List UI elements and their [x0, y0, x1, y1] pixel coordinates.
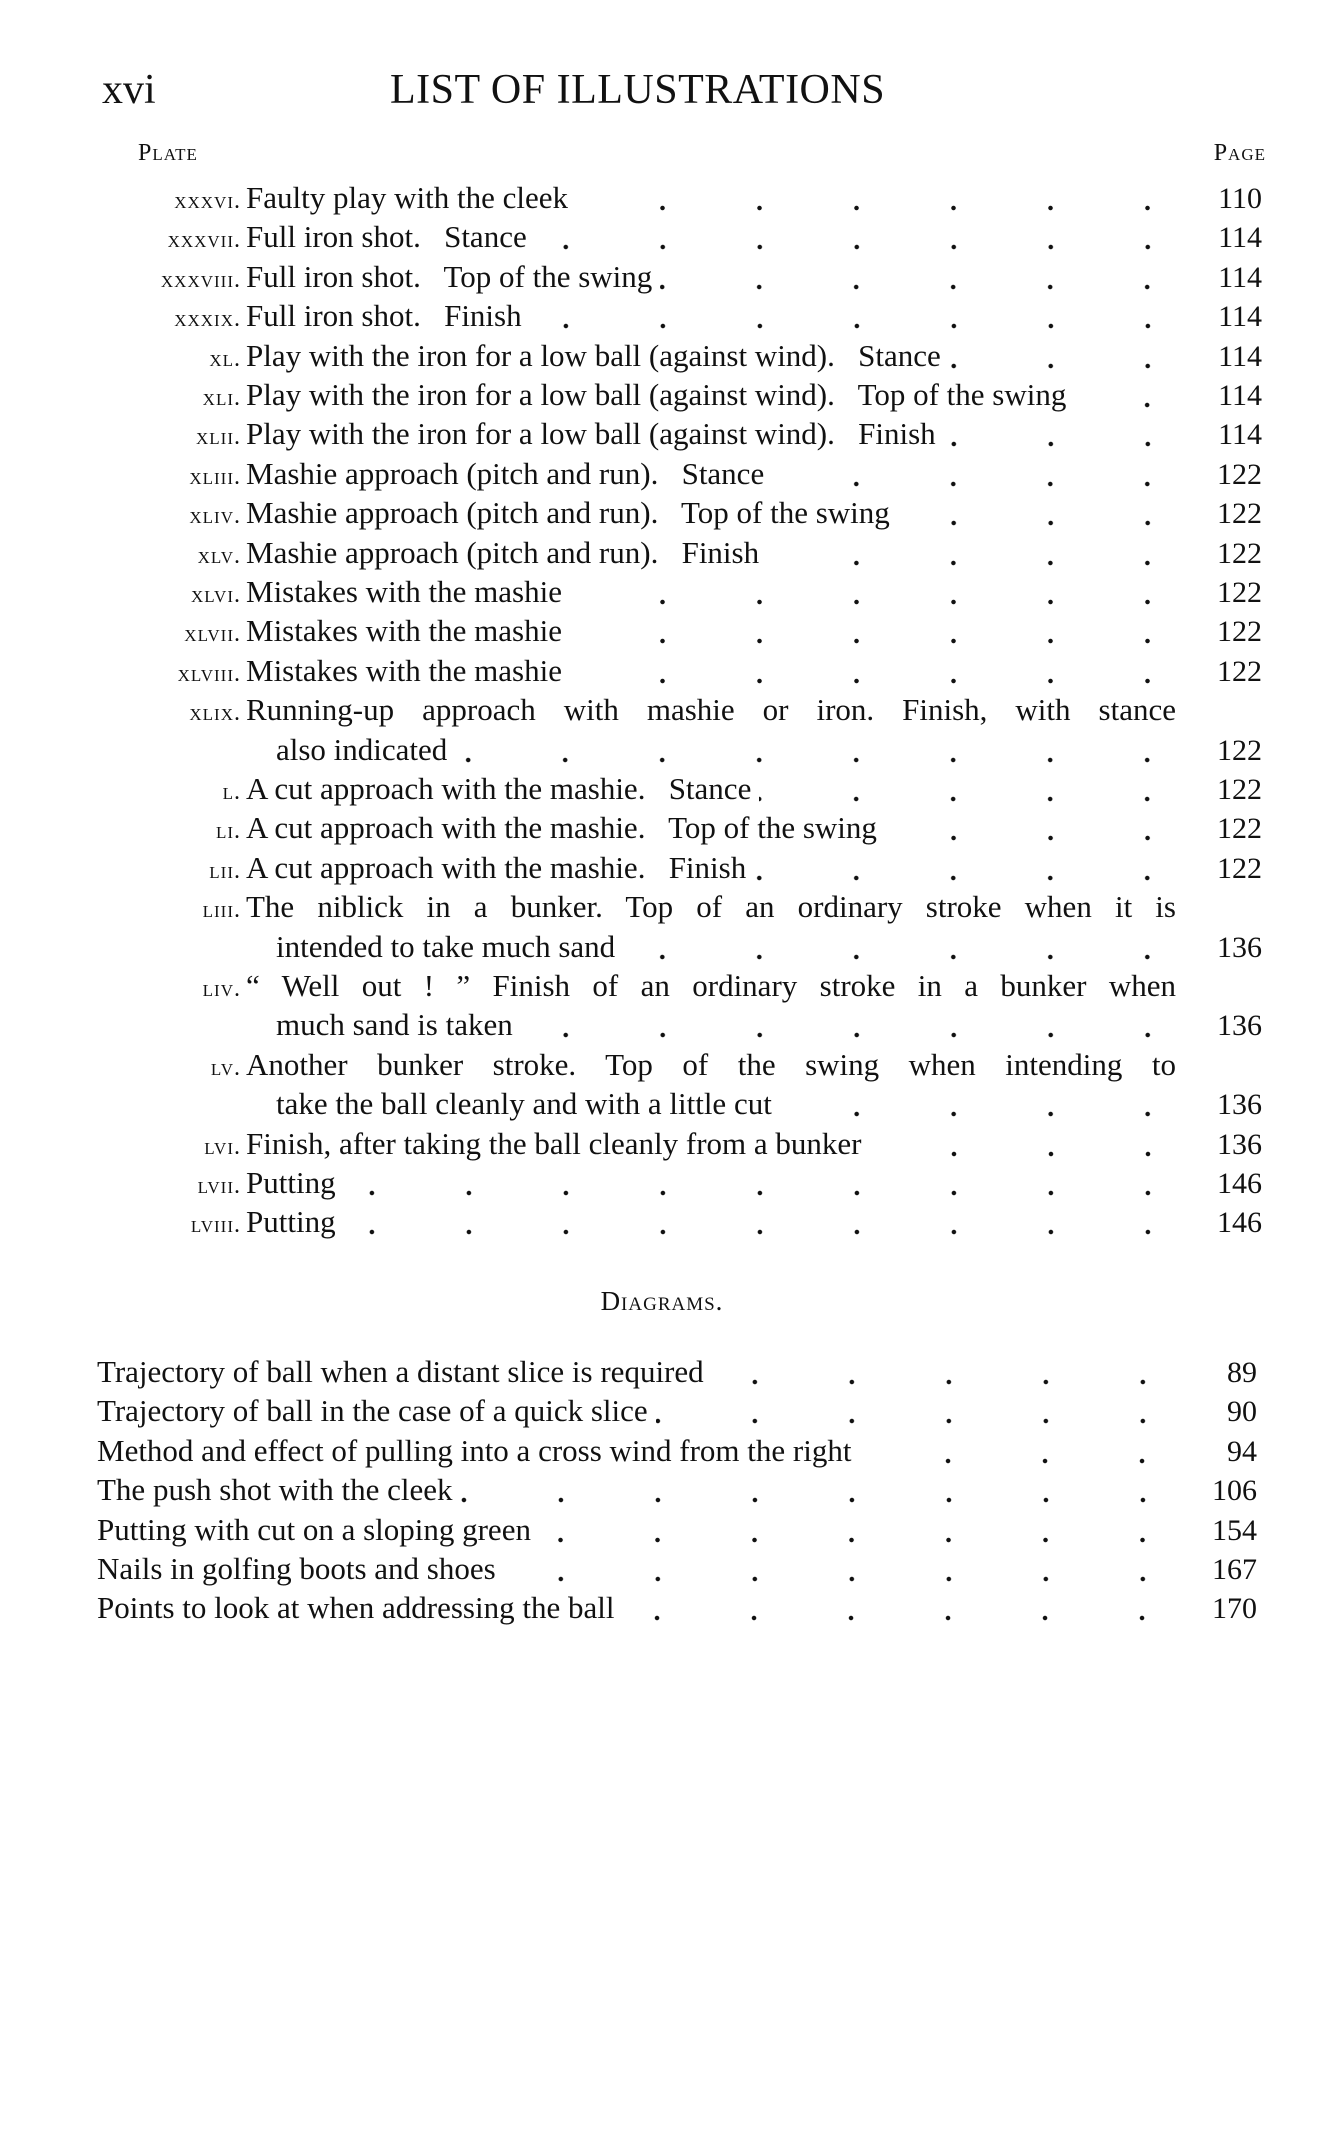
plate-page-number: 114: [1218, 379, 1262, 412]
diagram-entry: [97, 1352, 1257, 1392]
entry-line: [246, 808, 1262, 848]
plate-caption-continued: also indicated: [276, 731, 448, 767]
dot-leader: [660, 282, 1196, 292]
entry-line: [246, 414, 1262, 454]
dot-leader: [1074, 400, 1196, 410]
dot-leader: [576, 203, 1196, 213]
entry-line: [246, 217, 1262, 257]
entry-line: [246, 966, 1176, 1006]
plate-caption: Mashie approach (pitch and run). Top of the swing: [246, 495, 890, 531]
plate-caption: Mashie approach (pitch and run). Stance: [246, 455, 765, 491]
plate-caption: Mistakes with the mashie: [246, 613, 562, 649]
plate-caption: “ Well out ! ” Finish of an ordinary stroke in a bunker when: [246, 968, 1176, 1003]
page-column-heading: Page: [1213, 140, 1266, 166]
plate-caption: The niblick in a bunker. Top of an ordinary stroke when it is: [246, 889, 1176, 925]
plate-number: lviii.: [190, 1212, 241, 1239]
plate-caption: Running-up approach with mashie or iron. Finish, with stance: [246, 692, 1176, 728]
diagram-page-number: 170: [1212, 1592, 1257, 1626]
plate-page-number: 122: [1217, 457, 1262, 491]
plate-page-number: 122: [1217, 733, 1262, 767]
diagram-caption: Putting with cut on a sloping green: [97, 1511, 531, 1547]
dot-leader: [712, 1377, 1191, 1387]
entry-line: [246, 1045, 1176, 1085]
entry-line: [246, 178, 1262, 218]
dot-leader: [461, 1495, 1191, 1505]
dot-leader: [656, 1416, 1191, 1426]
plate-number: lvi.: [204, 1133, 241, 1160]
dot-leader: [870, 1149, 1196, 1159]
plate-page-number: 122: [1217, 576, 1262, 609]
plate-page-number: 146: [1217, 1206, 1262, 1240]
dot-leader: [530, 321, 1196, 331]
dot-leader: [535, 242, 1196, 252]
plate-page-number: 122: [1217, 812, 1262, 846]
plate-page-number: 122: [1217, 615, 1262, 649]
diagram-entry: [97, 1510, 1257, 1550]
dot-leader: [570, 636, 1196, 646]
plate-caption: Finish, after taking the ball cleanly from a bunker: [246, 1125, 862, 1161]
entry-line: [276, 730, 1262, 770]
diagram-page-number: 89: [1227, 1356, 1257, 1389]
plate-caption-continued: intended to take much sand: [276, 928, 616, 964]
plate-number: xlvi.: [190, 582, 241, 608]
plate-page-number: 136: [1217, 1127, 1262, 1161]
entry-line: [246, 336, 1262, 376]
plate-caption: Mistakes with the mashie: [246, 652, 562, 688]
dot-leader: [344, 1227, 1196, 1237]
diagram-entry: [97, 1588, 1257, 1628]
diagram-entry: [97, 1391, 1257, 1431]
plate-caption: Full iron shot. Top of the swing: [246, 258, 653, 294]
diagram-caption: Trajectory of ball when a distant slice is required: [97, 1354, 704, 1389]
plate-page-number: 114: [1218, 339, 1262, 373]
plate-caption: Play with the iron for a low ball (against wind). Stance: [246, 337, 941, 373]
diagram-page-number: 154: [1212, 1513, 1257, 1547]
dot-leader: [570, 676, 1196, 686]
dot-leader: [623, 952, 1196, 962]
entry-line: [276, 1084, 1262, 1124]
diagram-page-number: 106: [1212, 1474, 1257, 1508]
plate-page-number: 114: [1218, 221, 1262, 255]
plate-number: xxxvii.: [167, 227, 241, 254]
entry-line: [246, 1124, 1262, 1164]
plate-caption-continued: much sand is taken: [276, 1007, 513, 1043]
diagram-entry: [97, 1470, 1257, 1510]
plate-caption: Faulty play with the cleek: [246, 180, 568, 215]
plate-page-number: 114: [1218, 260, 1262, 294]
plate-number: xliv.: [189, 503, 241, 530]
dot-leader: [521, 1030, 1196, 1040]
plate-caption: A cut approach with the mashie. Top of the swing: [246, 810, 877, 846]
plate-caption-continued: take the ball cleanly and with a little cut: [276, 1086, 772, 1122]
plate-number: xxxviii.: [160, 266, 241, 293]
entry-line: [276, 1005, 1262, 1045]
dot-leader: [622, 1613, 1191, 1623]
plate-page-number: 146: [1217, 1167, 1262, 1200]
dot-leader: [949, 361, 1196, 371]
dot-leader: [885, 833, 1196, 843]
dot-leader: [570, 597, 1196, 607]
plate-page-number: 136: [1217, 1009, 1262, 1043]
diagram-page-number: 167: [1212, 1553, 1257, 1586]
plate-number: lii.: [209, 857, 241, 884]
plate-page-number: 122: [1217, 851, 1262, 885]
plate-caption: Play with the iron for a low ball (against wind). Top of the swing: [246, 377, 1067, 412]
dot-leader: [539, 1535, 1191, 1545]
diagram-entry: [97, 1549, 1257, 1589]
plate-caption: Another bunker stroke. Top of the swing when intending to: [246, 1046, 1176, 1082]
plate-number: xlv.: [197, 542, 241, 569]
dot-leader: [772, 479, 1196, 489]
plate-caption: Play with the iron for a low ball (against wind). Finish: [246, 416, 936, 452]
entry-line: [246, 1163, 1262, 1203]
plate-number: xxxix.: [174, 306, 241, 333]
plate-number: lv.: [210, 1054, 241, 1081]
diagram-entry: [97, 1431, 1257, 1471]
plate-page-number: 122: [1217, 773, 1262, 806]
plate-number: liii.: [202, 897, 241, 924]
plate-number: xxxvi.: [174, 188, 241, 214]
plate-caption: A cut approach with the mashie. Stance: [246, 771, 752, 806]
plate-page-number: 122: [1217, 654, 1262, 688]
plate-number: xlix.: [189, 700, 241, 727]
plate-caption: Putting: [246, 1165, 336, 1200]
dot-leader: [504, 1574, 1191, 1584]
plate-column-heading: Plate: [138, 140, 198, 166]
plate-number: xli.: [202, 385, 241, 411]
plate-caption: Full iron shot. Stance: [246, 219, 527, 255]
plate-caption: Putting: [246, 1204, 336, 1240]
diagram-caption: Nails in golfing boots and shoes: [97, 1551, 496, 1586]
plate-number: xlvii.: [184, 621, 241, 648]
plate-page-number: 122: [1217, 536, 1262, 570]
entry-line: [276, 927, 1262, 967]
plate-caption: Mistakes with the mashie: [246, 574, 562, 609]
plate-number: lvii.: [197, 1173, 241, 1199]
plate-page-number: 136: [1217, 1088, 1262, 1122]
entry-line: [246, 887, 1176, 927]
plate-page-number: 114: [1218, 300, 1262, 334]
plate-number: li.: [215, 818, 241, 845]
plate-number: liv.: [202, 976, 241, 1002]
plate-caption: A cut approach with the mashie. Finish: [246, 849, 747, 885]
entry-line: [246, 296, 1262, 336]
entry-line: [246, 493, 1262, 533]
plate-number: l.: [222, 779, 241, 805]
plate-number: xliii.: [189, 463, 241, 490]
plate-number: xl.: [209, 345, 241, 372]
plate-page-number: 122: [1217, 497, 1262, 531]
diagram-page-number: 94: [1227, 1434, 1257, 1468]
page-folio: xvi: [102, 67, 156, 113]
plate-caption: Mashie approach (pitch and run). Finish: [246, 534, 760, 570]
dot-leader: [767, 558, 1196, 568]
plate-number: xlviii.: [177, 660, 241, 687]
entry-line: [246, 533, 1262, 573]
dot-leader: [455, 755, 1196, 765]
entry-line: [246, 375, 1262, 415]
dot-leader: [344, 1188, 1196, 1198]
plate-page-number: 110: [1218, 182, 1262, 215]
dot-leader: [780, 1109, 1196, 1119]
plate-page-number: 136: [1217, 930, 1262, 964]
entry-line: [246, 572, 1262, 612]
entry-line: [246, 454, 1262, 494]
plate-number: xlii.: [196, 424, 241, 451]
page-title: LIST OF ILLUSTRATIONS: [390, 67, 886, 113]
plate-caption: Full iron shot. Finish: [246, 298, 522, 334]
diagram-caption: Trajectory of ball in the case of a quick slice: [97, 1393, 648, 1429]
diagram-caption: Points to look at when addressing the ball: [97, 1590, 615, 1626]
dot-leader: [754, 873, 1196, 883]
entry-line: [246, 257, 1262, 297]
entry-line: [246, 769, 1262, 809]
entry-line: [246, 651, 1262, 691]
dot-leader: [898, 518, 1196, 528]
dot-leader: [859, 1456, 1191, 1466]
diagram-caption: The push shot with the cleek: [97, 1472, 453, 1508]
dot-leader: [944, 439, 1196, 449]
entry-line: [246, 611, 1262, 651]
plate-page-number: 114: [1218, 418, 1262, 452]
entry-line: [246, 690, 1176, 730]
entry-line: [246, 848, 1262, 888]
diagram-page-number: 90: [1227, 1395, 1257, 1429]
diagrams-heading: Diagrams.: [600, 1286, 724, 1316]
diagram-caption: Method and effect of pulling into a cross wind from the right: [97, 1432, 852, 1468]
dot-leader: [759, 794, 1196, 804]
entry-line: [246, 1202, 1262, 1242]
